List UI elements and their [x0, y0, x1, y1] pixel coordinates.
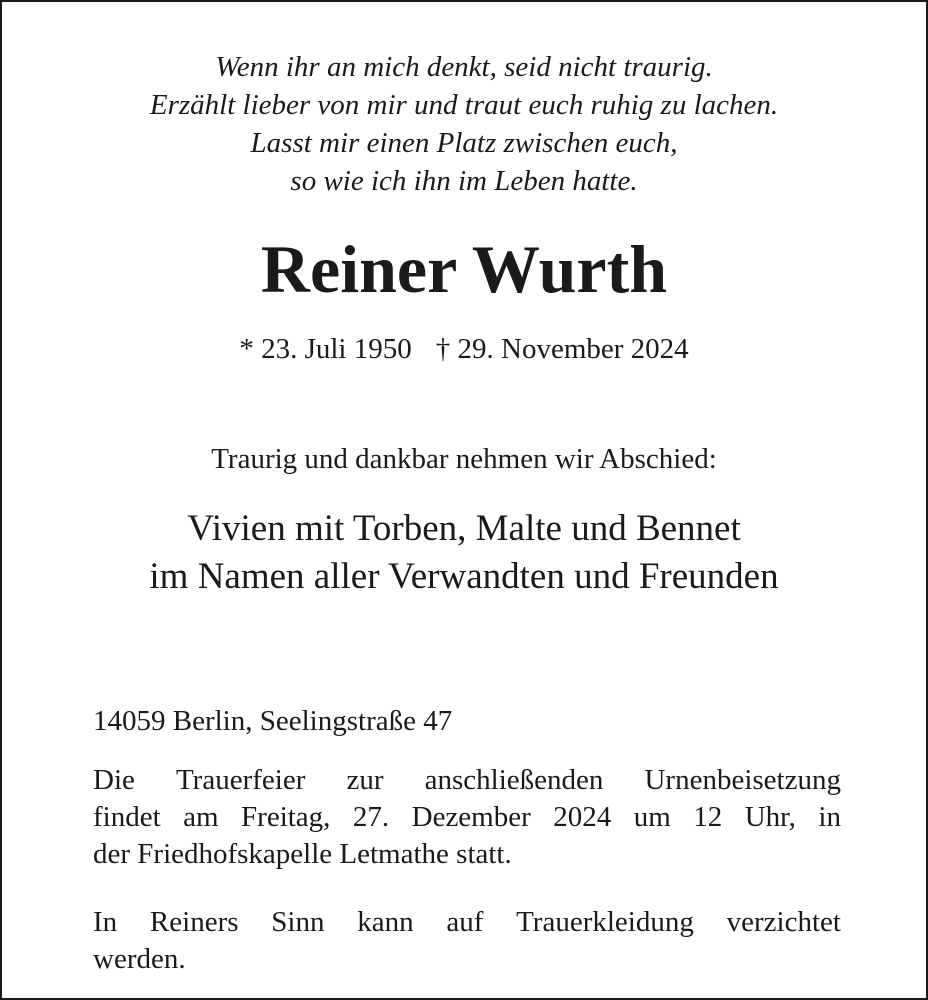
mourners-line: im Namen aller Verwandten und Freunden: [149, 556, 779, 597]
word: In: [93, 906, 118, 938]
life-dates: [2, 330, 926, 368]
deceased-name: Reiner Wurth: [260, 231, 668, 307]
word: Trauerkleidung: [516, 906, 694, 938]
word: 27.: [352, 801, 390, 833]
word: in: [818, 801, 841, 833]
word: am: [183, 801, 219, 833]
word: 2024: [553, 801, 612, 833]
word: werden.: [93, 943, 186, 975]
clothing-line: [93, 941, 841, 978]
word: Sinn: [271, 906, 325, 938]
word: 12: [693, 801, 723, 833]
word: um: [633, 801, 671, 833]
clothing-note: [93, 904, 841, 978]
funeral-line: [93, 836, 841, 873]
word: Urnenbeisetzung: [644, 764, 841, 796]
mourners-line: Vivien mit Torben, Malte und Bennet: [187, 508, 741, 549]
word: findet: [93, 801, 161, 833]
word: verzichtet: [726, 906, 841, 938]
birth-date: * 23. Juli 1950: [239, 333, 412, 365]
poem-line: Wenn ihr an mich denkt, seid nicht traurig.: [215, 51, 713, 83]
poem-line: Lasst mir einen Platz zwischen euch,: [250, 127, 678, 159]
word: kann: [357, 906, 414, 938]
word: anschließenden: [424, 764, 604, 796]
farewell-intro: Traurig und dankbar nehmen wir Abschied:: [211, 443, 717, 475]
poem: [2, 48, 926, 200]
word: Freitag,: [241, 801, 331, 833]
word: der Friedhofskapelle Letmathe statt.: [93, 838, 512, 870]
death-date: † 29. November 2024: [435, 333, 689, 365]
word: Reiners: [149, 906, 239, 938]
word: Dezember: [411, 801, 531, 833]
clothing-line: [93, 904, 841, 941]
word: Die: [93, 764, 135, 796]
funeral-line: [93, 799, 841, 836]
funeral-info: [93, 762, 841, 873]
poem-line: Erzählt lieber von mir und traut euch ruhig zu lachen.: [149, 89, 779, 121]
word: zur: [346, 764, 384, 796]
word: Trauerfeier: [175, 764, 306, 796]
mourners: [2, 505, 926, 601]
funeral-line: [93, 762, 841, 799]
word: Uhr,: [744, 801, 796, 833]
address: 14059 Berlin, Seelingstraße 47: [93, 705, 453, 737]
word: auf: [446, 906, 484, 938]
poem-line: so wie ich ihn im Leben hatte.: [290, 165, 638, 197]
